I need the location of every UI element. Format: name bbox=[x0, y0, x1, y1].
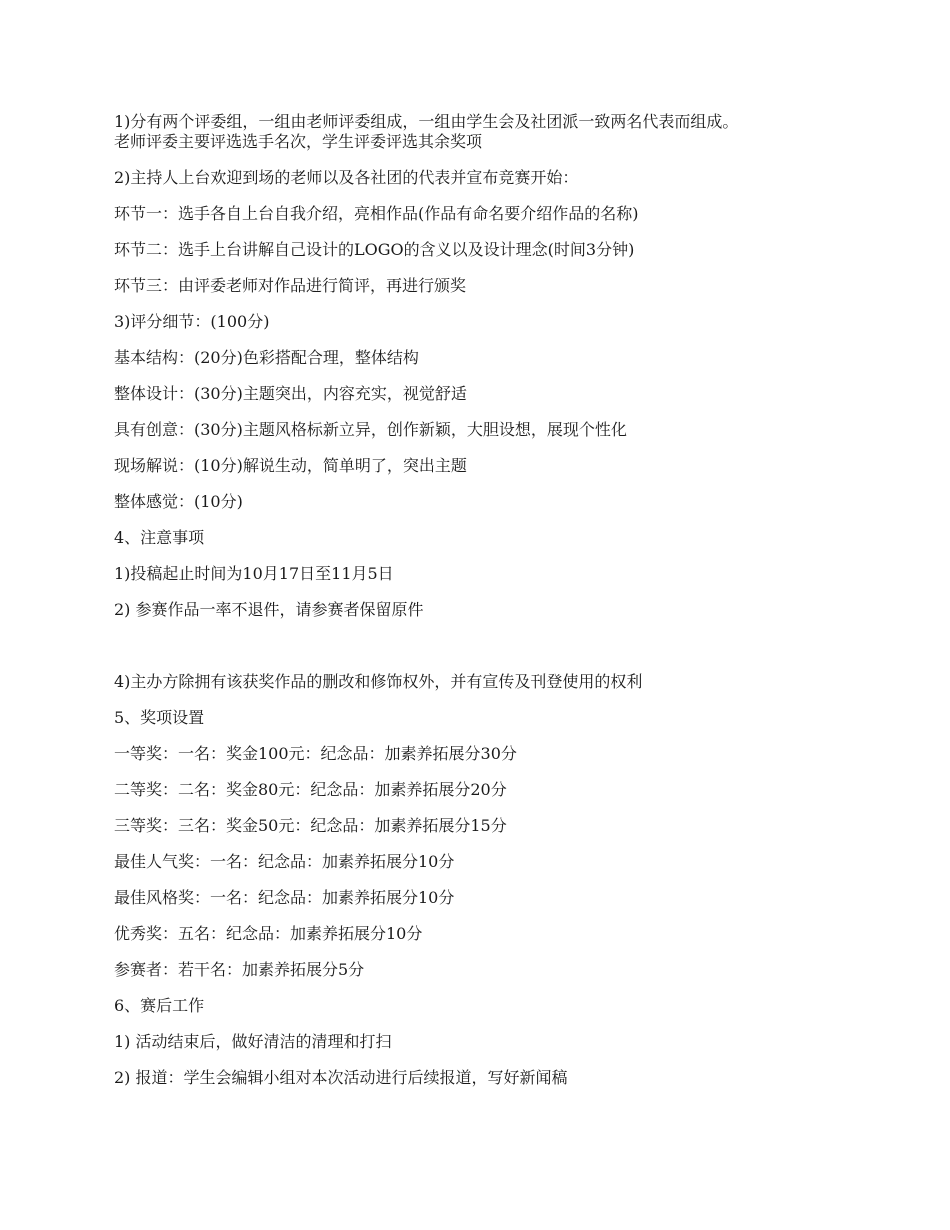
paragraph-score-presentation: 现场解说：(10分)解说生动，简单明了，突出主题 bbox=[114, 456, 467, 475]
paragraph-score-overall: 整体感觉：(10分) bbox=[114, 492, 243, 511]
section-heading-post-event: 6、赛后工作 bbox=[114, 996, 205, 1015]
paragraph-score-structure: 基本结构：(20分)色彩搭配合理，整体结构 bbox=[114, 348, 419, 367]
award-third-prize: 三等奖：三名：奖金50元：纪念品：加素养拓展分15分 bbox=[114, 816, 507, 835]
award-best-style: 最佳风格奖：一名：纪念品：加素养拓展分10分 bbox=[114, 888, 455, 907]
section-heading-notes: 4、注意事项 bbox=[114, 528, 205, 547]
paragraph-segment-one: 环节一：选手各自上台自我介绍，亮相作品(作品有命名要介绍作品的名称) bbox=[114, 204, 639, 223]
section-heading-awards: 5、奖项设置 bbox=[114, 708, 205, 727]
paragraph-score-design: 整体设计：(30分)主题突出，内容充实，视觉舒适 bbox=[114, 384, 467, 403]
award-excellence: 优秀奖：五名：纪念品：加素养拓展分10分 bbox=[114, 924, 423, 943]
paragraph-score-creativity: 具有创意：(30分)主题风格标新立异，创作新颖，大胆设想，展现个性化 bbox=[114, 420, 627, 439]
paragraph-no-return: 2) 参赛作品一率不退件，请参赛者保留原件 bbox=[114, 600, 424, 619]
paragraph-scoring-heading: 3)评分细节：(100分) bbox=[114, 312, 270, 331]
award-first-prize: 一等奖：一名：奖金100元：纪念品：加素养拓展分30分 bbox=[114, 744, 517, 763]
paragraph-organizer-rights: 4)主办方除拥有该获奖作品的删改和修饰权外，并有宣传及刊登使用的权利 bbox=[114, 672, 643, 691]
award-participants: 参赛者：若干名：加素养拓展分5分 bbox=[114, 960, 365, 979]
award-most-popular: 最佳人气奖：一名：纪念品：加素养拓展分10分 bbox=[114, 852, 455, 871]
paragraph-segment-three: 环节三：由评委老师对作品进行简评，再进行颁奖 bbox=[114, 276, 467, 295]
document-body bbox=[114, 112, 854, 1088]
paragraph-judging-groups-continued: 老师评委主要评选选手名次，学生评委评选其余奖项 bbox=[114, 132, 483, 151]
paragraph-judging-groups: 1)分有两个评委组，一组由老师评委组成，一组由学生会及社团派一致两名代表而组成。 bbox=[114, 112, 739, 131]
award-second-prize: 二等奖：二名：奖金80元：纪念品：加素养拓展分20分 bbox=[114, 780, 507, 799]
paragraph-cleanup: 1) 活动结束后，做好清洁的清理和打扫 bbox=[114, 1032, 392, 1051]
paragraph-segment-two: 环节二：选手上台讲解自己设计的LOGO的含义以及设计理念(时间3分钟) bbox=[114, 240, 635, 259]
paragraph-host-opening: 2)主持人上台欢迎到场的老师以及各社团的代表并宣布竞赛开始： bbox=[114, 168, 579, 187]
paragraph-report: 2) 报道：学生会编辑小组对本次活动进行后续报道，写好新闻稿 bbox=[114, 1068, 568, 1087]
paragraph-submission-period: 1)投稿起止时间为10月17日至11月5日 bbox=[114, 564, 394, 583]
